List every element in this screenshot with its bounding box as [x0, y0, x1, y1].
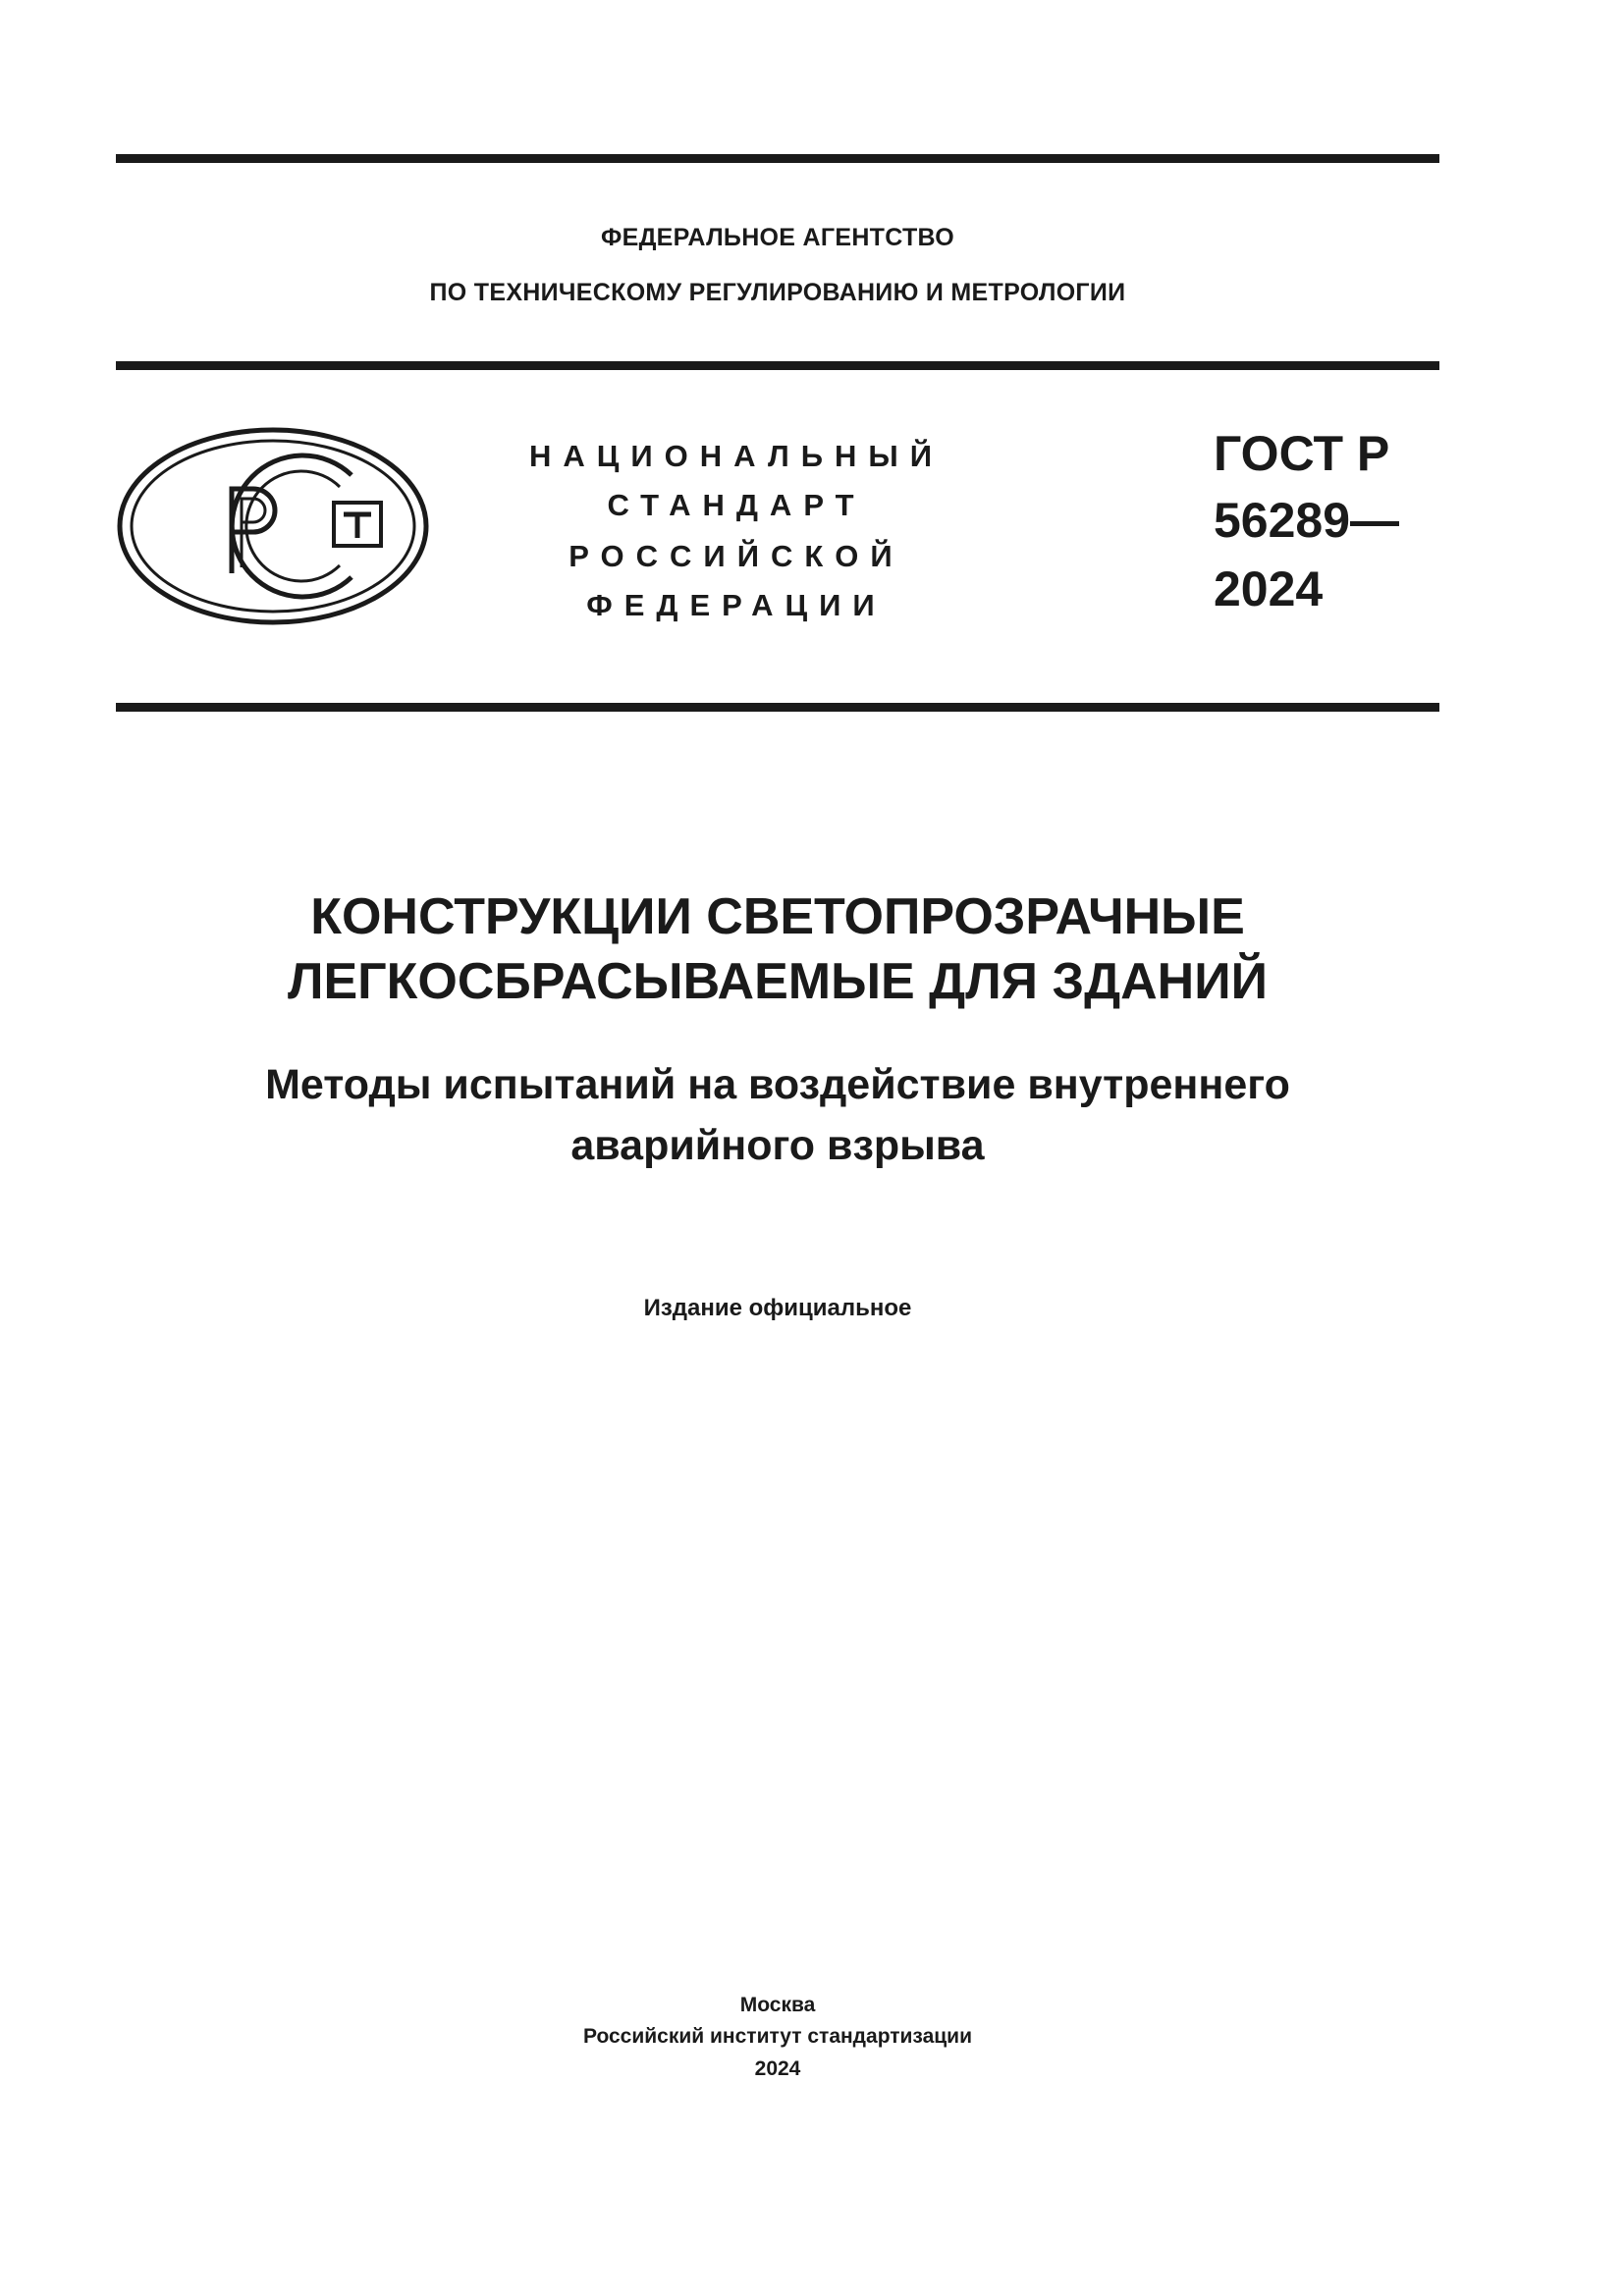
imprint-year: 2024 — [754, 2057, 801, 2080]
document-subtitle-line-2: аварийного взрыва — [570, 1122, 985, 1169]
top-rule — [116, 154, 1439, 163]
imprint-publisher: Российский институт стандартизации — [582, 2025, 973, 2048]
agency-line-2: ПО ТЕХНИЧЕСКОМУ РЕГУЛИРОВАНИЮ И МЕТРОЛОГИИ — [429, 279, 1126, 306]
imprint-city: Москва — [739, 1994, 816, 2016]
designation-line-2: 56289— — [1214, 493, 1400, 548]
standard-type-line-3: РОССИЙСКОЙ — [568, 539, 904, 573]
agency-line-1: ФЕДЕРАЛЬНОЕ АГЕНТСТВО — [600, 224, 955, 251]
rst-certification-logo-icon — [116, 424, 430, 628]
document-subtitle-line-1: Методы испытаний на воздействие внутреннего — [265, 1061, 1290, 1108]
standard-type-line-2: СТАНДАРТ — [607, 488, 866, 522]
designation-line-3: 2024 — [1214, 561, 1324, 616]
standard-type-line-1: НАЦИОНАЛЬНЫЙ — [528, 439, 945, 473]
bottom-rule — [116, 703, 1439, 712]
middle-rule — [116, 361, 1439, 370]
edition-label: Издание официальное — [643, 1295, 912, 1321]
document-title-line-2: ЛЕГКОСБРАСЫВАЕМЫЕ ДЛЯ ЗДАНИЙ — [288, 953, 1268, 1010]
designation-line-1: ГОСТ Р — [1214, 426, 1390, 481]
document-title-line-1: КОНСТРУКЦИИ СВЕТОПРОЗРАЧНЫЕ — [310, 888, 1245, 945]
standard-type-line-4: ФЕДЕРАЦИИ — [586, 588, 887, 622]
